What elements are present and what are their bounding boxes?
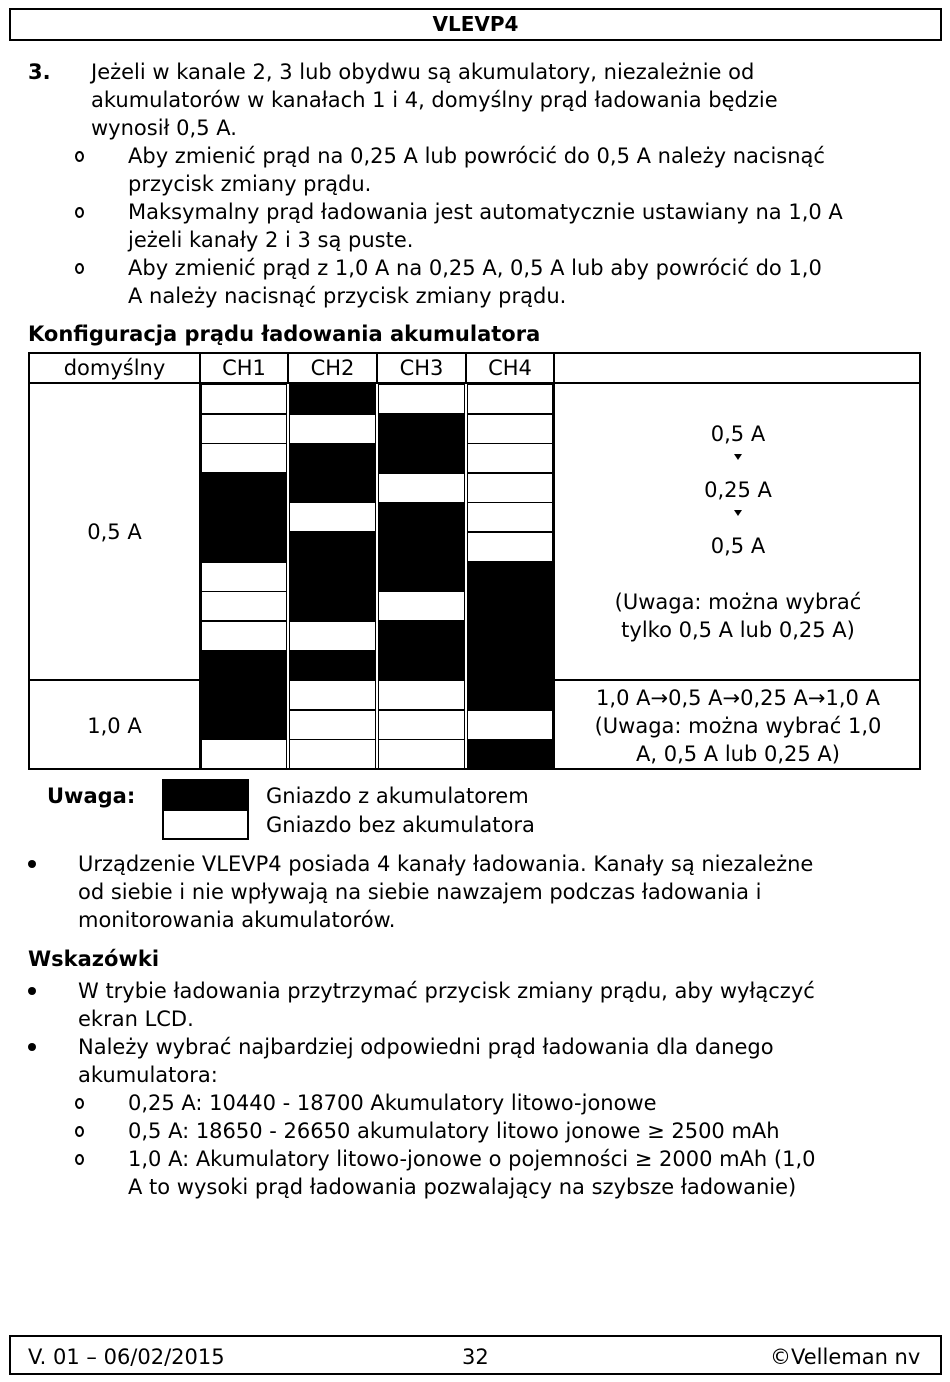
slot-empty xyxy=(289,621,376,651)
slot-with-battery xyxy=(201,710,287,740)
slot-with-battery xyxy=(378,621,465,651)
slot-with-battery xyxy=(467,591,553,621)
slot-empty xyxy=(289,739,376,769)
slot-with-battery xyxy=(289,562,376,592)
circle-bullet-icon xyxy=(75,207,84,218)
bullet-icon xyxy=(28,1043,36,1051)
slot-empty xyxy=(467,384,553,414)
slot-empty xyxy=(201,443,287,473)
slot-empty xyxy=(378,473,465,503)
slot-empty xyxy=(201,414,287,444)
sub-item-line: Aby zmienić prąd z 1,0 A na 0,25 A, 0,5 A lub aby powrócić do 1,0 xyxy=(128,256,822,280)
column-header-ch2: CH2 xyxy=(310,356,355,380)
slot-empty xyxy=(201,739,287,769)
column-header-ch1: CH1 xyxy=(222,356,266,380)
slot-with-battery xyxy=(201,650,287,680)
circle-bullet-icon xyxy=(75,1154,84,1165)
table-divider xyxy=(554,679,921,681)
sub-item-line: A należy nacisnąć przycisk zmiany prądu. xyxy=(128,284,567,308)
column-header-ch3: CH3 xyxy=(399,356,444,380)
page-number: 32 xyxy=(462,1345,489,1369)
group-note-line: 1,0 A→0,5 A→0,25 A→1,0 A xyxy=(596,686,880,710)
legend-filled-swatch xyxy=(162,779,249,810)
slot-with-battery xyxy=(378,502,465,532)
sub-item-line: Maksymalny prąd ładowania jest automatycznie ustawiany na 1,0 A xyxy=(128,200,843,224)
config-heading: Konfiguracja prądu ładowania akumulatora xyxy=(28,322,541,346)
arrow-down-icon xyxy=(734,510,742,516)
section-text-line: wynosił 0,5 A. xyxy=(91,116,237,140)
sub-item-line: 1,0 A: Akumulatory litowo-jonowe o pojemności ≥ 2000 mAh (1,0 xyxy=(128,1147,816,1171)
table-divider xyxy=(28,679,200,681)
slot-with-battery xyxy=(467,650,553,680)
group-note-line: (Uwaga: można wybrać xyxy=(614,590,862,614)
sub-item-line: 0,25 A: 10440 - 18700 Akumulatory litowo-jonowe xyxy=(128,1091,657,1115)
group-note-line: (Uwaga: można wybrać 1,0 xyxy=(594,714,882,738)
slot-empty xyxy=(201,621,287,651)
slot-empty xyxy=(467,414,553,444)
bullet-icon xyxy=(28,987,36,995)
circle-bullet-icon xyxy=(75,1126,84,1137)
slot-with-battery xyxy=(289,650,376,680)
bullet-line: od siebie i nie wpływają na siebie nawzajem podczas ładowania i xyxy=(78,880,762,904)
section-number: 3. xyxy=(28,60,51,84)
slot-empty xyxy=(289,502,376,532)
slot-with-battery xyxy=(289,591,376,621)
sequence-step: 0,5 A xyxy=(710,534,766,558)
section-text-line: Jeżeli w kanale 2, 3 lub obydwu są akumulatory, niezależnie od xyxy=(91,60,755,84)
section-text-line: akumulatorów w kanałach 1 i 4, domyślny prąd ładowania będzie xyxy=(91,88,778,112)
footer-copyright: ©Velleman nv xyxy=(770,1345,921,1369)
slot-with-battery xyxy=(378,414,465,444)
circle-bullet-icon xyxy=(75,263,84,274)
slot-empty xyxy=(378,739,465,769)
bullet-icon xyxy=(28,860,36,868)
slot-empty xyxy=(378,591,465,621)
bullet-line: Urządzenie VLEVP4 posiada 4 kanały ładowania. Kanały są niezależne xyxy=(78,852,814,876)
sub-item-line: przycisk zmiany prądu. xyxy=(128,172,372,196)
slot-empty xyxy=(378,710,465,740)
slot-with-battery xyxy=(378,650,465,680)
sub-item-line: Aby zmienić prąd na 0,25 A lub powrócić do 0,5 A należy nacisnąć xyxy=(128,144,825,168)
slot-with-battery xyxy=(201,502,287,532)
slot-with-battery xyxy=(289,443,376,473)
slot-empty xyxy=(467,443,553,473)
slot-empty xyxy=(289,414,376,444)
slot-with-battery xyxy=(289,532,376,562)
slot-empty xyxy=(289,710,376,740)
group-note-line: A, 0,5 A lub 0,25 A) xyxy=(636,742,840,766)
slot-with-battery xyxy=(467,562,553,592)
slot-empty xyxy=(378,680,465,710)
slot-empty xyxy=(467,710,553,740)
slot-with-battery xyxy=(201,473,287,503)
sub-item-line: jeżeli kanały 2 i 3 są puste. xyxy=(128,228,414,252)
slot-empty xyxy=(467,502,553,532)
circle-bullet-icon xyxy=(75,1098,84,1109)
legend-empty-swatch xyxy=(162,809,249,840)
default-current-half: 0,5 A xyxy=(87,520,142,544)
column-header-default: domyślny xyxy=(63,356,166,380)
slot-empty xyxy=(467,532,553,562)
circle-bullet-icon xyxy=(75,151,84,162)
legend-filled-text: Gniazdo z akumulatorem xyxy=(266,784,529,808)
group-note-line: tylko 0,5 A lub 0,25 A) xyxy=(621,618,855,642)
bullet-line: W trybie ładowania przytrzymać przycisk zmiany prądu, aby wyłączyć xyxy=(78,979,815,1003)
slot-with-battery xyxy=(467,739,553,769)
bullet-line: Należy wybrać najbardziej odpowiedni prąd ładowania dla danego xyxy=(78,1035,774,1059)
sequence-step: 0,5 A xyxy=(710,422,766,446)
arrow-down-icon xyxy=(734,454,742,460)
legend-empty-text: Gniazdo bez akumulatora xyxy=(266,813,535,837)
slot-empty xyxy=(289,680,376,710)
slot-with-battery xyxy=(201,532,287,562)
slot-with-battery xyxy=(378,443,465,473)
default-current-full: 1,0 A xyxy=(87,714,142,738)
footer-version: V. 01 – 06/02/2015 xyxy=(28,1345,225,1369)
document-title: VLEVP4 xyxy=(432,12,519,36)
slot-with-battery xyxy=(378,562,465,592)
slot-empty xyxy=(201,384,287,414)
sub-item-line: A to wysoki prąd ładowania pozwalający na szybsze ładowanie) xyxy=(128,1175,797,1199)
sub-item-line: 0,5 A: 18650 - 26650 akumulatory litowo jonowe ≥ 2500 mAh xyxy=(128,1119,780,1143)
slot-empty xyxy=(378,384,465,414)
slot-with-battery xyxy=(467,621,553,651)
slot-empty xyxy=(201,591,287,621)
bullet-line: monitorowania akumulatorów. xyxy=(78,908,396,932)
slot-with-battery xyxy=(201,680,287,710)
legend-label: Uwaga: xyxy=(47,784,136,808)
slot-with-battery xyxy=(289,384,376,414)
bullet-line: akumulatora: xyxy=(78,1063,218,1087)
bullet-line: ekran LCD. xyxy=(78,1007,194,1031)
column-header-ch4: CH4 xyxy=(488,356,532,380)
slot-with-battery xyxy=(467,680,553,710)
slot-empty xyxy=(201,562,287,592)
slot-empty xyxy=(467,473,553,503)
sequence-step: 0,25 A xyxy=(704,478,772,502)
slot-with-battery xyxy=(378,532,465,562)
tips-heading: Wskazówki xyxy=(28,947,160,971)
slot-with-battery xyxy=(289,473,376,503)
